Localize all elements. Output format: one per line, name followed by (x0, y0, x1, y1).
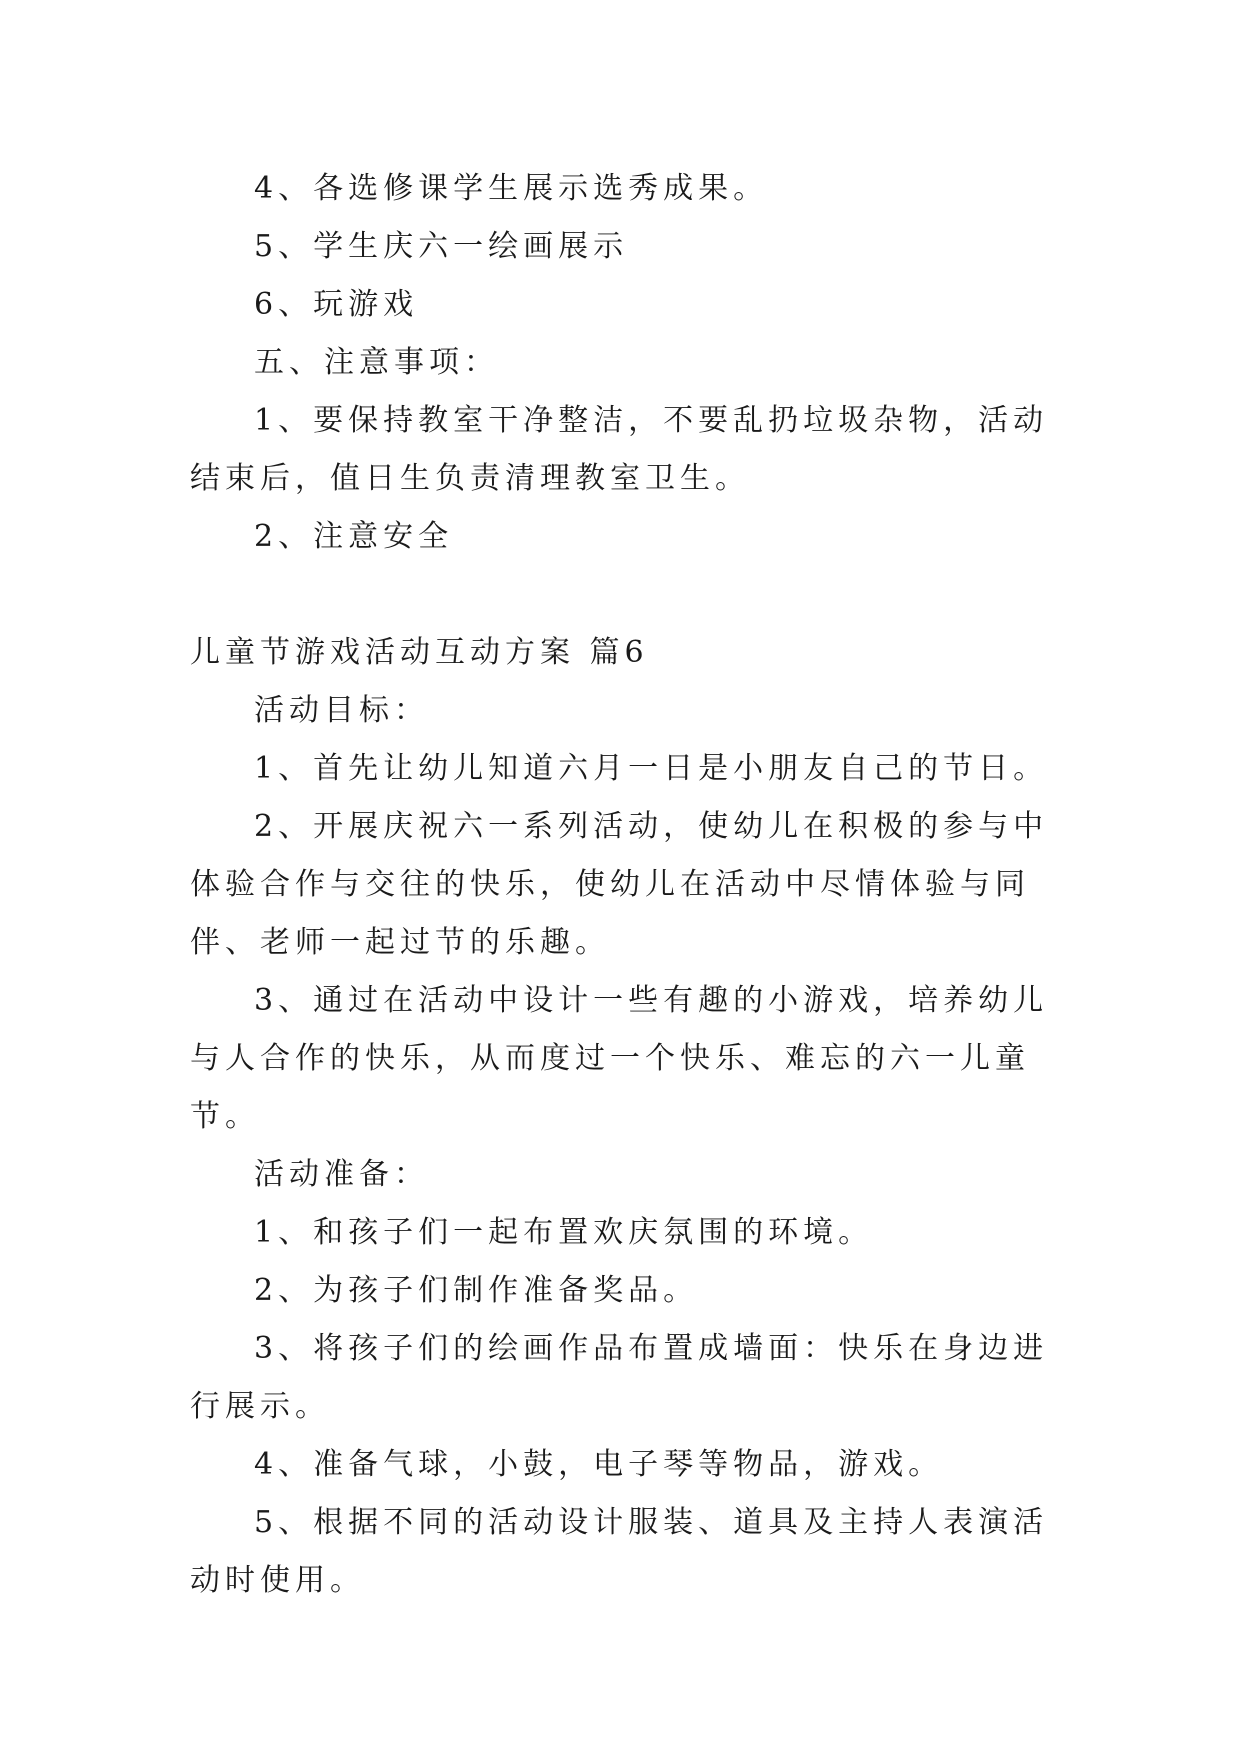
program-item-6: 6、玩游戏 (254, 287, 419, 322)
program-item-5: 5、学生庆六一绘画展示 (254, 229, 629, 264)
goal-item-2: 2、开展庆祝六一系列活动，使幼儿在积极的参与中体验合作与交往的快乐，使幼儿在活动中尽情体验与同伴、老师一起过节的乐趣。 (190, 809, 1049, 960)
prep-heading: 活动准备： (254, 1157, 429, 1192)
prep-item-5: 5、根据不同的活动设计服装、道具及主持人表演活动时使用。 (190, 1505, 1049, 1598)
prep-item-1: 1、和孩子们一起布置欢庆氛围的环境。 (254, 1215, 874, 1250)
section-gap (190, 566, 1060, 624)
prep-item-3: 3、将孩子们的绘画作品布置成墙面：快乐在身边进行展示。 (190, 1331, 1049, 1424)
section-title: 儿童节游戏活动互动方案 篇6 (190, 635, 649, 670)
program-item-4: 4、各选修课学生展示选秀成果。 (254, 171, 769, 206)
goals-heading: 活动目标： (254, 693, 429, 728)
document-body (190, 160, 1060, 1610)
notes-heading: 五、注意事项： (254, 345, 499, 380)
prep-item-4: 4、准备气球，小鼓，电子琴等物品，游戏。 (254, 1447, 944, 1482)
goal-item-3: 3、通过在活动中设计一些有趣的小游戏，培养幼儿与人合作的快乐，从而度过一个快乐、难忘的六一儿童节。 (190, 983, 1049, 1134)
goal-item-1: 1、首先让幼儿知道六月一日是小朋友自己的节日。 (254, 751, 1049, 786)
note-item-2: 2、注意安全 (254, 519, 454, 554)
note-item-1: 1、要保持教室干净整洁，不要乱扔垃圾杂物，活动结束后，值日生负责清理教室卫生。 (190, 403, 1049, 496)
prep-item-2: 2、为孩子们制作准备奖品。 (254, 1273, 699, 1308)
